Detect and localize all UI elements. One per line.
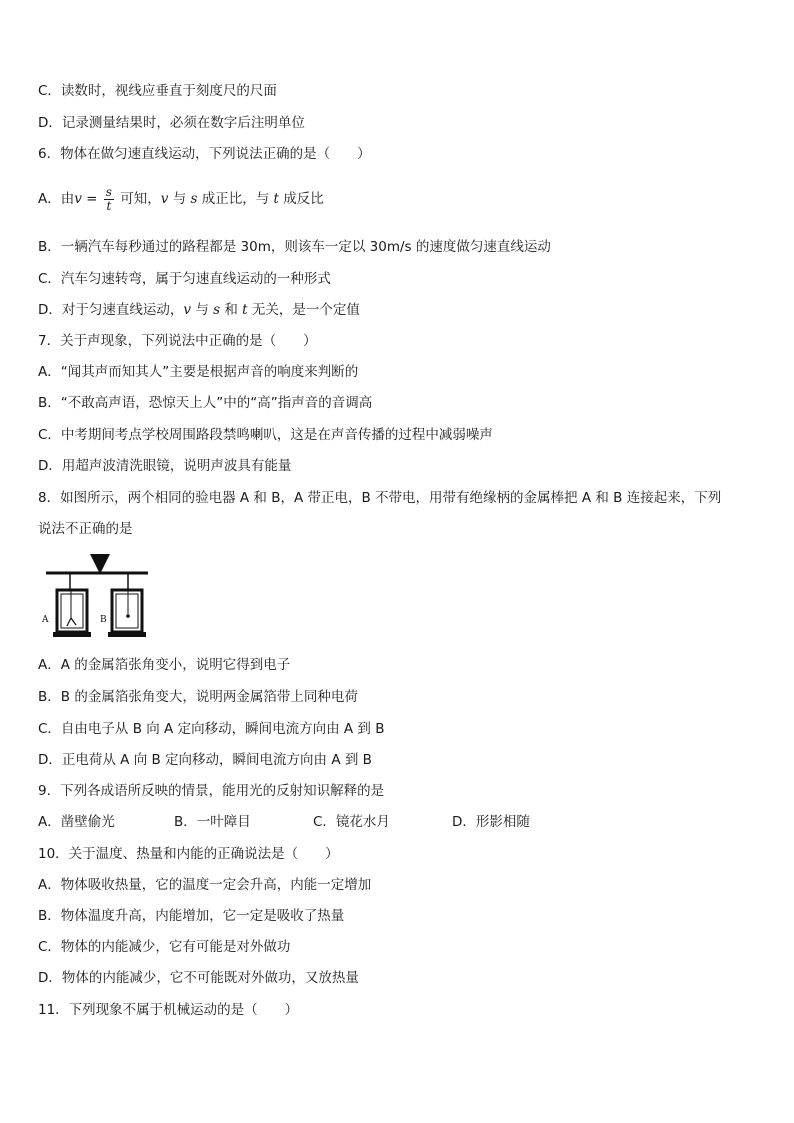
line-q5c: C．读数时，视线应垂直于刻度尺的尺面 [38,83,277,99]
question-7-option-b: B．“不敢高声语，恐惊天上人”中的“高”指声音的音调高 [38,395,373,411]
question-8-option-a: A．A 的金属箔张角变小，说明它得到电子 [38,657,291,673]
question-7-option-a: A．“闻其声而知其人”主要是根据声音的响度来判断的 [38,364,359,380]
electroscope-b [100,573,146,637]
question-8-stem-cont: 说法不正确的是 [38,521,133,537]
question-10-option-d: D．物体的内能减少，它不可能既对外做功，又放热量 [38,970,359,986]
question-9-stem: 9．下列各成语所反映的情景，能用光的反射知识解释的是 [38,783,385,799]
question-9-option-b: B．一叶障目 [174,814,251,830]
question-10-option-a: A．物体吸收热量，它的温度一定会升高，内能一定增加 [38,877,372,893]
question-7-stem: 7．关于声现象，下列说法中正确的是（ ） [38,333,317,349]
question-8-option-c: C．自由电子从 B 向 A 定向移动，瞬间电流方向由 A 到 B [38,721,385,737]
label-a: A [42,615,49,625]
question-9-option-a: A．凿壁偷光 [38,814,115,830]
question-11-stem: 11．下列现象不属于机械运动的是（ ） [38,1002,299,1018]
question-9-option-d: D．形影相随 [452,814,530,830]
question-6-stem: 6．物体在做匀速直线运动，下列说法正确的是（ ） [38,146,371,162]
fraction-s-over-t: $\frac{s}{t}$ [105,184,112,213]
insulating-handle [90,554,110,574]
question-10-option-b: B．物体温度升高，内能增加，它一定是吸收了热量 [38,908,345,924]
question-7-option-c: C．中考期间考点学校周围路段禁鸣喇叭，这是在声音传播的过程中减弱噪声 [38,427,493,443]
question-6-option-a: A．由v = $\frac{s}{t}$ 可知，v 与 s 成正比，与 t 成反比 [38,184,324,213]
question-7-option-d: D．用超声波清洗眼镜，说明声波具有能量 [38,458,292,474]
question-10-stem: 10．关于温度、热量和内能的正确说法是（ ） [38,846,339,862]
label-b: B [100,615,107,625]
line-q5d: D．记录测量结果时，必须在数字后注明单位 [38,115,305,131]
electroscope-a [41,573,91,637]
question-8-option-d: D．正电荷从 A 向 B 定向移动，瞬间电流方向由 A 到 B [38,752,372,768]
question-6-option-b: B．一辆汽车每秒通过的路程都是 30m，则该车一定以 30m/s 的速度做匀速直线运动 [38,239,551,255]
question-6-option-c: C．汽车匀速转弯，属于匀速直线运动的一种形式 [38,271,331,287]
question-6-option-d: D．对于匀速直线运动，v 与 s 和 t 无关，是一个定值 [38,302,360,318]
electroscope-figure [40,552,152,644]
question-10-option-c: C．物体的内能减少，它有可能是对外做功 [38,939,291,955]
question-8-option-b: B．B 的金属箔张角变大，说明两金属箔带上同种电荷 [38,689,358,705]
question-9-option-c: C．镜花水月 [313,814,390,830]
question-8-stem: 8．如图所示，两个相同的验电器 A 和 B，A 带正电，B 不带电，用带有绝缘柄的金属棒把 A 和 B 连接起来，下列 [38,490,722,506]
